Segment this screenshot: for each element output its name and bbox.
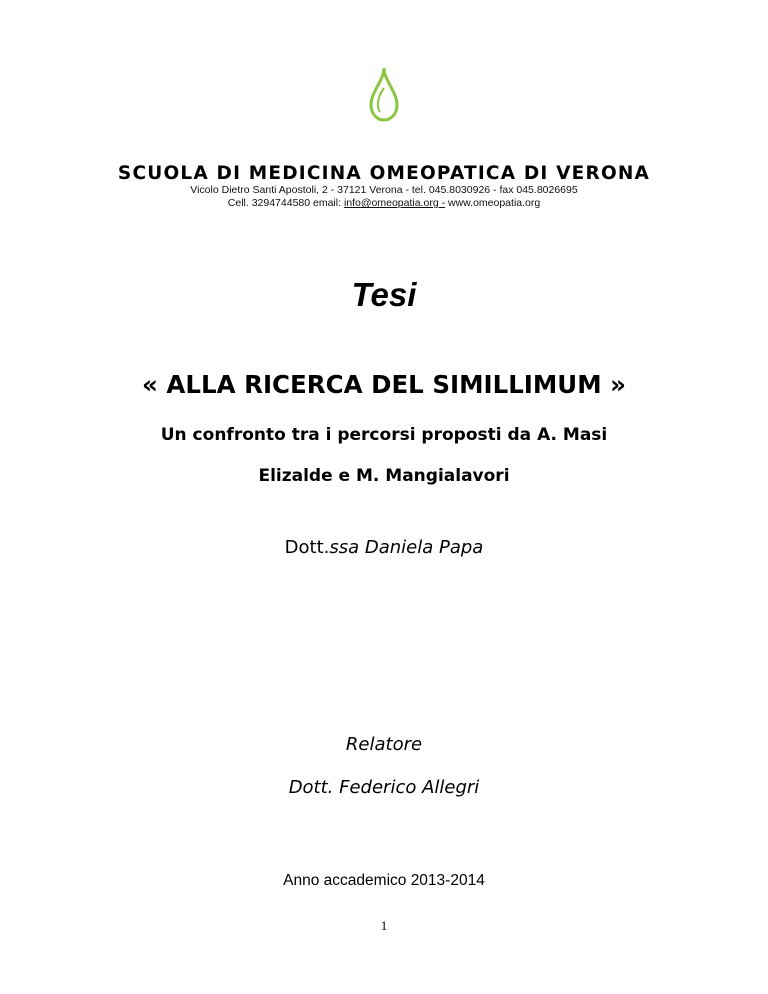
page-number: 1 <box>380 918 388 933</box>
website-link[interactable]: www.omeopatia.org <box>445 197 541 209</box>
green-drop-icon <box>367 66 401 122</box>
email-link[interactable]: info@omeopatia.org - <box>343 197 446 209</box>
author-name <box>0 537 768 558</box>
author-full-name: ssa Daniela Papa <box>329 537 484 558</box>
advisor-name: Dott. Federico Allegri <box>288 777 480 798</box>
contact-phone: Cell. 3294744580 email: <box>227 197 344 209</box>
thesis-subtitle-line-2: Elizalde e M. Mangialavori <box>258 466 510 486</box>
school-name: SCUOLA DI MEDICINA OMEOPATICA DI VERONA <box>117 163 651 184</box>
thesis-title: « ALLA RICERCA DEL SIMILLIMUM » <box>142 370 626 399</box>
author-title: Dott. <box>284 537 330 558</box>
school-contacts <box>0 197 768 209</box>
advisor-label: Relatore <box>345 734 423 755</box>
academic-year: Anno accademico 2013-2014 <box>283 872 485 889</box>
school-address: Vicolo Dietro Santi Apostoli, 2 - 37121 Verona - tel. 045.8030926 - fax 045.8026695 <box>190 184 578 196</box>
thesis-subtitle-line-1: Un confronto tra i percorsi proposti da A. Masi <box>160 425 608 445</box>
document-type-label: Tesi <box>351 276 417 313</box>
